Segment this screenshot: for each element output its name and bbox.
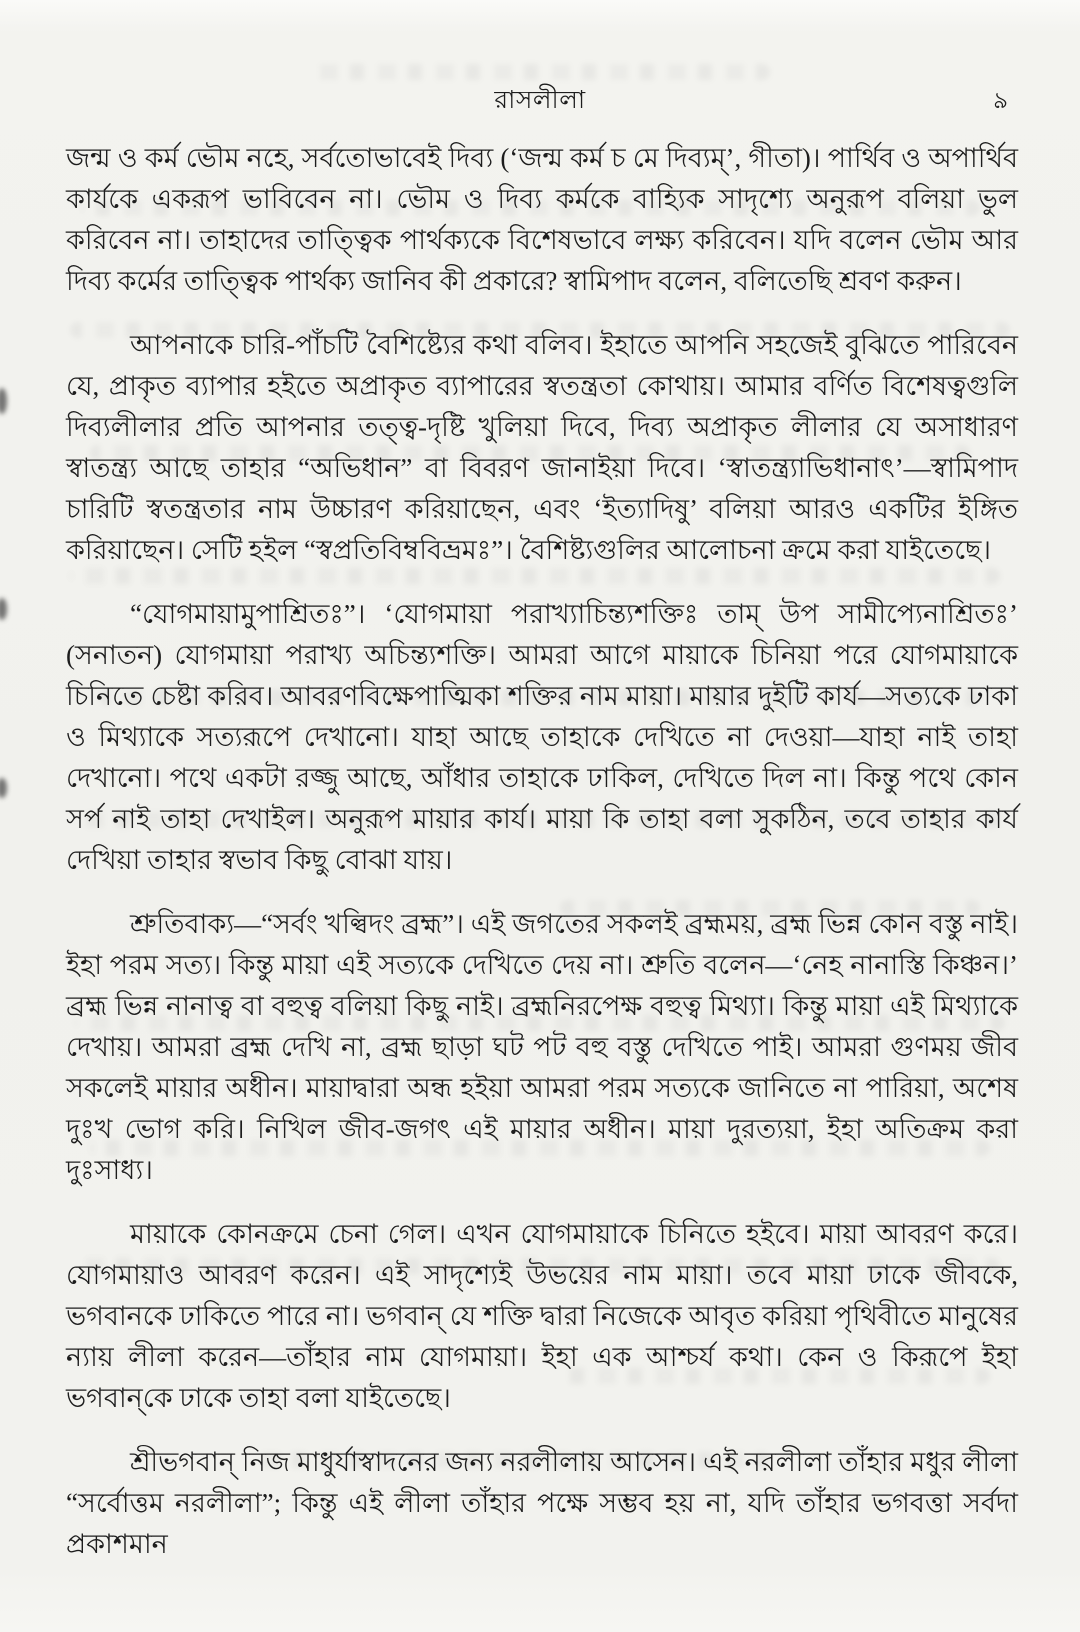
paragraph: মায়াকে কোনক্রমে চেনা গেল। এখন যোগমায়াকে চিনিতে হইবে। মায়া আবরণ করে। যোগমায়াও আবরণ করেন। এই সাদৃশ্যেই উভয়ের নাম মায়া। তবে মায়া ঢাকে জীবকে, ভগবানকে ঢাকিতে পারে না। ভগবান্ যে শক্তি দ্বারা নিজেকে আবৃত করিয়া পৃথিবীতে মানুষের ন্যায় লীলা করেন—তাঁহার নাম যোগমায়া। ইহা এক আশ্চর্য কথা। কেন ও কিরূপে ইহা ভগবান্‌কে ঢাকে তাহা বলা যাইতেছে।	[66, 1219, 1018, 1413]
scan-smudge	[0, 388, 7, 414]
paragraph: আপনাকে চারি-পাঁচটি বৈশিষ্ট্যের কথা বলিব। ইহাতে আপনি সহজেই বুঝিতে পারিবেন যে, প্রাকৃত ব্যাপার হইতে অপ্রাকৃত ব্যাপারের স্বতন্ত্রতা কোথায়। আমার বর্ণিত বিশেষত্বগুলি দিব্যলীলার প্রতি আপনার তত্ত্ব-দৃষ্টি খুলিয়া দিবে, দিব্য অপ্রাকৃত লীলার যে অসাধারণ স্বাতন্ত্র্য আছে তাহার “অভিধান” বা বিবরণ জানাইয়া দিবে। ‘স্বাতন্ত্র্যাভিধানাৎ’—স্বামিপাদ চারিটি স্বতন্ত্রতার নাম উচ্চারণ করিয়াছেন, এবং ‘ইত্যাদিষু’ বলিয়া আরও একটির ইঙ্গিত করিয়াছেন। সেটি হইল “স্বপ্রতিবিম্ববিভ্রমঃ”। বৈশিষ্ট্যগুলির আলোচনা ক্রমে করা যাইতেছে।	[66, 330, 1018, 565]
scan-smudge	[0, 778, 7, 798]
running-head-title: রাসলীলা	[494, 87, 586, 114]
paragraph: শ্রীভগবান্ নিজ মাধুর্যাস্বাদনের জন্য নরলীলায় আসেন। এই নরলীলা তাঁহার মধুর লীলা “সর্বোত্তম নরলীলা”; কিন্তু এই লীলা তাঁহার পক্ষে সম্ভব হয় না, যদি তাঁহার ভগবত্তা সর্বদা প্রকাশমান	[66, 1447, 1018, 1559]
paragraph: “যোগমায়ামুপাশ্রিতঃ”। ‘যোগমায়া পরাখ্যাচিন্ত্যশক্তিঃ তাম্ উপ সামীপ্যেনাশ্রিতঃ’ (সনাতন) যোগমায়া পরাখ্য অচিন্ত্যশক্তি। আমরা আগে মায়াকে চিনিয়া পরে যোগমায়াকে চিনিতে চেষ্টা করিব। আবরণবিক্ষেপাত্মিকা শক্তির নাম মায়া। মায়ার দুইটি কার্য—সত্যকে ঢাকা ও মিথ্যাকে সত্যরূপে দেখানো। যাহা আছে তাহাকে দেখিতে না দেওয়া—যাহা নাই তাহা দেখানো। পথে একটা রজ্জু আছে, আঁধার তাহাকে ঢাকিল, দেখিতে দিল না। কিন্তু পথে কোন সর্প নাই তাহা দেখাইল। অনুরূপ মায়ার কার্য। মায়া কি তাহা বলা সুকঠিন, তবে তাহার কার্য দেখিয়া তাহার স্বভাব কিছু বোঝা যায়।	[66, 599, 1018, 875]
scan-smudge	[0, 598, 7, 620]
paragraph: শ্রুতিবাক্য—“সর্বং খল্বিদং ব্রহ্ম”। এই জগতের সকলই ব্রহ্মময়, ব্রহ্ম ভিন্ন কোন বস্তু নাই। ইহা পরম সত্য। কিন্তু মায়া এই সত্যকে দেখিতে দেয় না। শ্রুতি বলেন—‘নেহ নানাস্তি কিঞ্চন।’ ব্রহ্ম ভিন্ন নানাত্ব বা বহুত্ব বলিয়া কিছু নাই। ব্রহ্মনিরপেক্ষ বহুত্ব মিথ্যা। কিন্তু মায়া এই মিথ্যাকে দেখায়। আমরা ব্রহ্ম দেখি না, ব্রহ্ম ছাড়া ঘট পট বহু বস্তু দেখিতে পাই। আমরা গুণময় জীব সকলেই মায়ার অধীন। মায়াদ্বারা অন্ধ হইয়া আমরা পরম সত্যকে জানিতে না পারিয়া, অশেষ দুঃখ ভোগ করি। নিখিল জীব-জগৎ এই মায়ার অধীন। মায়া দুরত্যয়া, ইহা অতিক্রম করা দুঃসাধ্য।	[66, 909, 1018, 1185]
page-number: ৯	[993, 88, 1008, 113]
bleedthrough-artifact	[310, 64, 770, 80]
paragraph: জন্ম ও কর্ম ভৌম নহে, সর্বতোভাবেই দিব্য (‘জন্ম কর্ম চ মে দিব্যম্’, গীতা)। পার্থিব ও অপার্থিব কার্যকে একরূপ ভাবিবেন না। ভৌম ও দিব্য কর্মকে বাহ্যিক সাদৃশ্যে অনুরূপ বলিয়া ভুল করিবেন না। তাহাদের তাত্ত্বিক পার্থক্যকে বিশেষভাবে লক্ষ্য করিবেন। যদি বলেন ভৌম আর দিব্য কর্মের তাত্ত্বিক পার্থক্য জানিব কী প্রকারে? স্বামিপাদ বলেন, বলিতেছি শ্রবণ করুন।	[66, 143, 1018, 296]
page-body-text	[66, 138, 1018, 1588]
